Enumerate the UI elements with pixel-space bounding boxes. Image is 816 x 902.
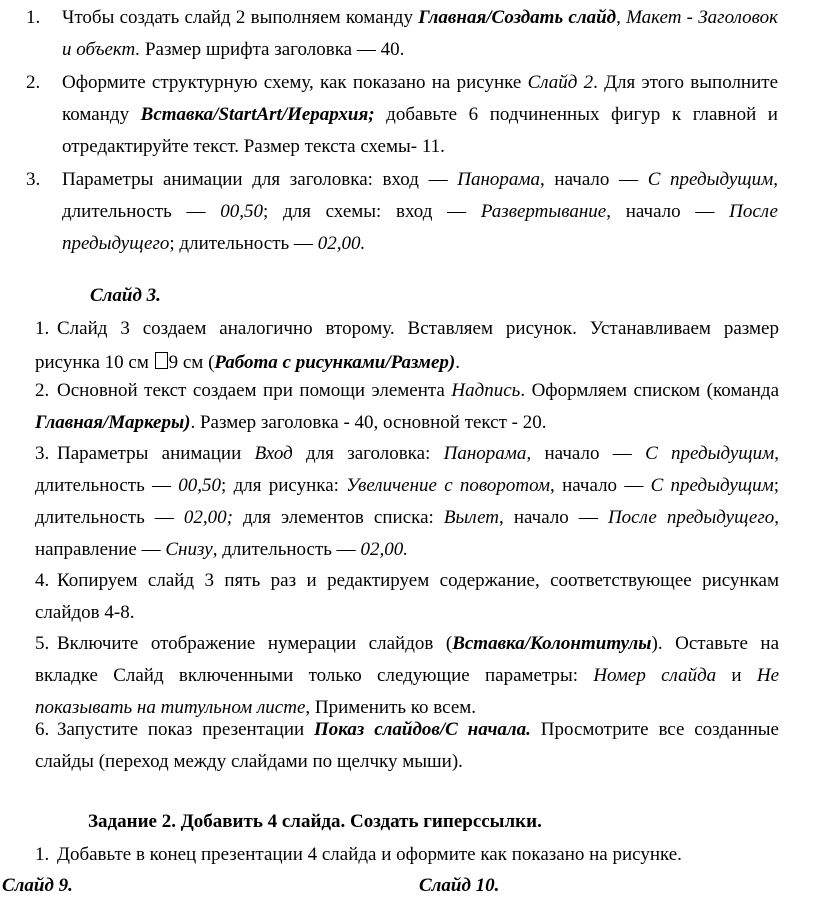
list-item-number: 3. [35,443,50,464]
text-run: , длительность — [62,169,778,222]
emphasis-text: 02,00. [317,233,366,254]
list-item-number: 2. [26,72,41,93]
emphasis-text: Увеличение с поворотом [346,475,551,496]
text-run: . Для этого выполните команду [62,72,778,125]
list-item-number: 6. [35,719,50,740]
emphasis-text: Панорама [443,443,527,464]
slide3-heading: Слайд 3. [90,285,161,306]
emphasis-text: Макет - Заголовок и объект. [62,7,778,60]
emphasis-text: Главная/Маркеры) [35,412,191,433]
emphasis-text: Вставка/Колонтитулы [452,633,652,654]
text-run: , начало — [606,201,730,222]
emphasis-text: Работа с рисунками/Размер) [214,352,456,373]
emphasis-text: Вход [254,443,293,464]
text-run: , направление — [35,507,779,560]
emphasis-text: С предыдущим [645,443,775,464]
text-run: . Размер заголовка - 40, основной текст - 20. [190,412,547,433]
task2-item-text: Добавьте в конец презентации 4 слайда и оформите как показано на рисунке. [57,844,682,865]
list-item [35,565,779,629]
text-run: , начало — [499,507,608,528]
task2-item-number: 1. [35,844,50,865]
emphasis-text: Не показывать на титульном листе [35,665,780,718]
text-run: ; для рисунка: [221,475,347,496]
emphasis-text: Развертывание [480,201,607,222]
text-run: 9 см ( [168,352,215,373]
list-item [35,628,779,724]
emphasis-text: 02,00; [183,507,233,528]
text-run: Основной текст создаем при помощи элемента [57,380,452,401]
emphasis-text: Показ слайдов/С начала. [314,719,531,740]
emphasis-text: Вылет [443,507,499,528]
list-item [26,164,778,260]
emphasis-text: Снизу [165,539,213,560]
list-item-number: 1. [35,318,50,339]
footer-slide9-label: Слайд 9. [2,875,73,896]
emphasis-text: Панорама [457,169,541,190]
list-item [35,312,779,380]
text-run: и [716,665,757,686]
text-run: , длительность — [212,539,361,560]
emphasis-text: Вставка/StartArt/Иерархия; [140,104,375,125]
list-item-number: 1. [26,7,41,28]
text-run: ; для схемы: вход — [262,201,481,222]
list-item [35,438,779,566]
footer-slide10-label: Слайд 10. [419,875,500,896]
list-item [26,2,778,66]
emphasis-text: 00,50 [220,201,263,222]
text-run: Параметры анимации [57,443,255,464]
text-run: для заголовка: [292,443,444,464]
list-item [35,375,779,439]
text-run: ; длительность — [35,475,780,528]
text-run: , Применить ко всем. [305,697,477,718]
text-run: . Оформляем списком (команда [520,380,780,401]
text-run: ; длительность — [169,233,318,254]
text-run: Запустите показ презентации [57,719,314,740]
text-run: ). Оставьте на вкладке Слайд включенными только следующие параметры: [35,633,779,686]
text-run: Копируем слайд 3 пять раз и редактируем содержание, соответствующее рисункам слайдов 4-8. [35,570,779,623]
emphasis-text: После предыдущего [62,201,778,254]
emphasis-text: Слайд 2 [527,72,594,93]
list-item-number: 2. [35,380,50,401]
task2-item [35,839,779,871]
multiply-sign-box-icon [155,352,168,369]
text-run: , начало — [550,475,651,496]
text-run: , начало — [540,169,648,190]
emphasis-text: 00,50 [178,475,222,496]
text-run: Слайд 3 создаем аналогично второму. Вставляем рисунок. Устанавливаем размер рисунка 10 см [35,318,779,373]
emphasis-text: Надпись [451,380,521,401]
emphasis-text: С предыдущим [650,475,774,496]
text-run: Просмотрите все созданные слайды (переход между слайдами по щелчку мыши). [35,719,779,772]
text-run: Параметры анимации для заголовка: вход — [62,169,458,190]
list-item-number: 5. [35,633,50,654]
emphasis-text: Главная/Создать слайд [418,7,617,28]
list-item-number: 3. [26,169,41,190]
text-run: Размер шрифта заголовка — 40. [140,39,405,60]
text-run: , начало — [526,443,646,464]
task2-heading: Задание 2. Добавить 4 слайда. Создать гиперссылки. [88,811,542,832]
list-item [26,67,778,163]
text-run: Оформите структурную схему, как показано на рисунке [62,72,528,93]
emphasis-text: Номер слайда [593,665,717,686]
text-run: для элементов списка: [232,507,444,528]
text-run: Включите отображение нумерации слайдов ( [57,633,453,654]
text-run: , длительность — [35,443,780,496]
text-run: добавьте 6 подчиненных фигур к главной и отредактируйте текст. Размер текста схемы- 11. [62,104,778,157]
list-item-number: 4. [35,570,50,591]
list-item [35,714,779,778]
text-run: , [616,7,627,28]
emphasis-text: 02,00. [360,539,408,560]
emphasis-text: После предыдущего [607,507,775,528]
emphasis-text: С предыдущим [647,169,774,190]
text-run: Чтобы создать слайд 2 выполняем команду [62,7,419,28]
text-run: . [455,352,460,373]
numbered-list-slide2 [26,2,778,260]
